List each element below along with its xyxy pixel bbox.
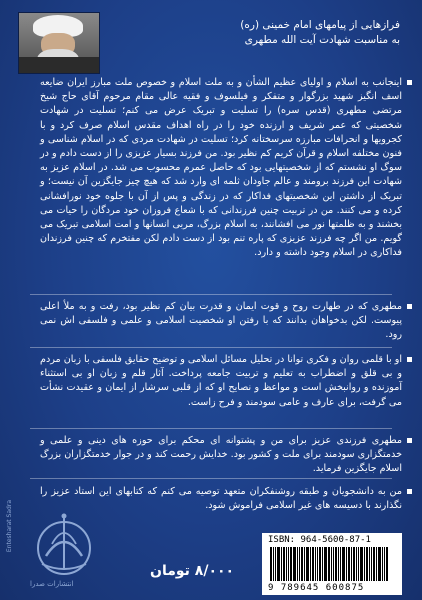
quote-section-1 [40,76,402,261]
barcode-bar [382,547,383,581]
barcode-number: 9 789645 600875 [268,583,365,593]
quote-text-3: او با قلمی روان و فکری توانا در تحلیل مسائل اسلامی و توضیح حقایق فلسفی با زبان مردم و بی قلق و اضطراب به تعلیم و تربیت جامعه پرداخت. آثار قلم و زبان او بی استثناء آموزنده و روانبخش است و مواعظ و نصایح او که از قلبی سرشار از ایمان و عقیدت نشأت می گرفت، برای عارف و عامی سودمند و فرح زاست. [40,354,402,408]
cover-header [100,18,400,48]
barcode-bar [342,547,345,581]
portrait-robe [19,57,99,74]
barcode-bar [293,547,296,581]
barcode-bar [290,547,292,581]
barcode-bar [286,547,287,581]
barcode-bar [275,547,276,581]
publisher-logo-caption: انتشارات صدرا [30,580,74,588]
barcode-bar [353,547,355,581]
barcode-bar [288,547,289,581]
barcode-bar [333,547,334,581]
barcode-bar [319,547,321,581]
barcode-bar [358,547,359,581]
divider [30,428,392,429]
barcode-bar [356,547,357,581]
quote-section-3 [40,353,402,410]
barcode-bar [273,547,274,581]
publisher-side-text: Entesharat Sadra [6,500,13,553]
barcode-bar [384,547,385,581]
barcode-bar [366,547,368,581]
bullet-icon [407,80,412,85]
barcode-bar [324,547,327,581]
barcode-bar [373,547,375,581]
barcode-panel [262,533,402,595]
barcode-bar [331,547,332,581]
bullet-icon [407,357,412,362]
barcode-bar [346,547,347,581]
bullet-icon [407,304,412,309]
barcode-bar [277,547,280,581]
barcode-bar [328,547,330,581]
barcode-bar [371,547,372,581]
divider [30,347,392,348]
barcode-bar [270,547,272,581]
barcode-bar [338,547,339,581]
barcode-bar [297,547,298,581]
quote-text-5: من به دانشجویان و طبقه روشنفکران متعهد توصیه می کنم که کتابهای این استاد عزیز را نگذارند با دسیسه های غیر اسلامی فراموش شود. [40,486,402,512]
quote-section-4 [40,434,402,477]
barcode-bar [369,547,370,581]
barcode-bar [340,547,341,581]
divider [30,294,392,295]
barcode-bar [360,547,363,581]
barcode-bar [322,547,323,581]
barcode-bar [376,547,377,581]
header-line-2: به مناسبت شهادت آیت الله مطهری [244,34,400,46]
barcode-bar [301,547,303,581]
bullet-icon [407,489,412,494]
barcode-bar [312,547,314,581]
author-portrait [18,12,100,74]
barcode-bar [281,547,282,581]
barcode-bar [299,547,300,581]
barcode-bar [310,547,311,581]
quote-section-2 [40,300,402,343]
barcode-bar [348,547,350,581]
price-label: ۸/۰۰۰ تومان [150,563,235,579]
barcode-bar [378,547,381,581]
barcode-bar [315,547,316,581]
barcode-bar [283,547,285,581]
barcode-bar [317,547,318,581]
quote-text-1: اینجانب به اسلام و اولیای عظیم الشأن و به ملت اسلام و خصوص ملت مبارز ایران ضایعه اسف انگیز شهید بزرگوار و متفکر و فیلسوف و فقیه عالی مقام مرحوم آقای حاج شیخ مرتضی مطهری (قدس سره) را تسلیت و تبریک عرض می کنم؛ تسلیت در شهادت شخصیتی که عمر شریف و ارزنده خود را در راه اهداف مقدس اسلام صرف کرد و با کجرویها و انحرافات مبارزه سرسختانه کرد؛ تسلیت در شهادت مردی که در اسلام شناسی و فنون مختلفه اسلام و قرآن کریم کم نظیر بود. من فرزند بسیار عزیزی را از دست دادم و در سوگ او نشستم که از شخصیتهایی بود که حاصل عمرم محسوب می شد. در اسلام عزیز به شهادت این فرزند برومند و عالم جاودان ثلمه ای وارد شد که هیچ چیز جایگزین آن نیست؛ و تبریک از داشتن این شخصیتهای فداکار که در زندگی و پس از آن با جلوه خود نورافشانی کرده و می کنند. من در تربیت چنین فرزندانی که با شعاع فروزان خود مردگان را حیات می بخشند و به ظلمتها نور می افشانند، به اسلام بزرگ، مربی انسانها و امت اسلامی تبریک می گویم. من اگر چه فرزند عزیزی که پاره تنم بود از دست دادم لکن مفتخرم که چنین فرزندان فداکاری در اسلام وجود داشته و دارد. [40,77,402,259]
barcode-bar [335,547,337,581]
barcode-bar [304,547,305,581]
divider [30,478,392,479]
barcode-icon [270,547,394,581]
barcode-bar [306,547,309,581]
quote-text-4: مطهری فرزندی عزیز برای من و پشتوانه ای محکم برای حوزه های دینی و علمی و خدمتگزاری سودمند برای ملت و کشور بود. خدایش رحمت کند و در جوار خدمتگزاران بزرگ اسلام جایگزین فرماید. [40,435,402,475]
quote-text-2: مطهری که در طهارت روح و قوت ایمان و قدرت بیان کم نظیر بود، رفت و به ملأ اعلی پیوست. لکن بدخواهان بدانند که با رفتن او شخصیت اسلامی و علمی و فلسفی اش نمی رود. [40,301,402,341]
publisher-logo-icon [28,508,100,588]
barcode-bar [364,547,365,581]
barcode-bar [386,547,388,581]
isbn-number: ISBN: 964-5600-87-1 [268,535,371,545]
bullet-icon [407,438,412,443]
barcode-bar [351,547,352,581]
header-line-1: فرازهایی از پیامهای امام خمینی (ره) [240,19,400,31]
